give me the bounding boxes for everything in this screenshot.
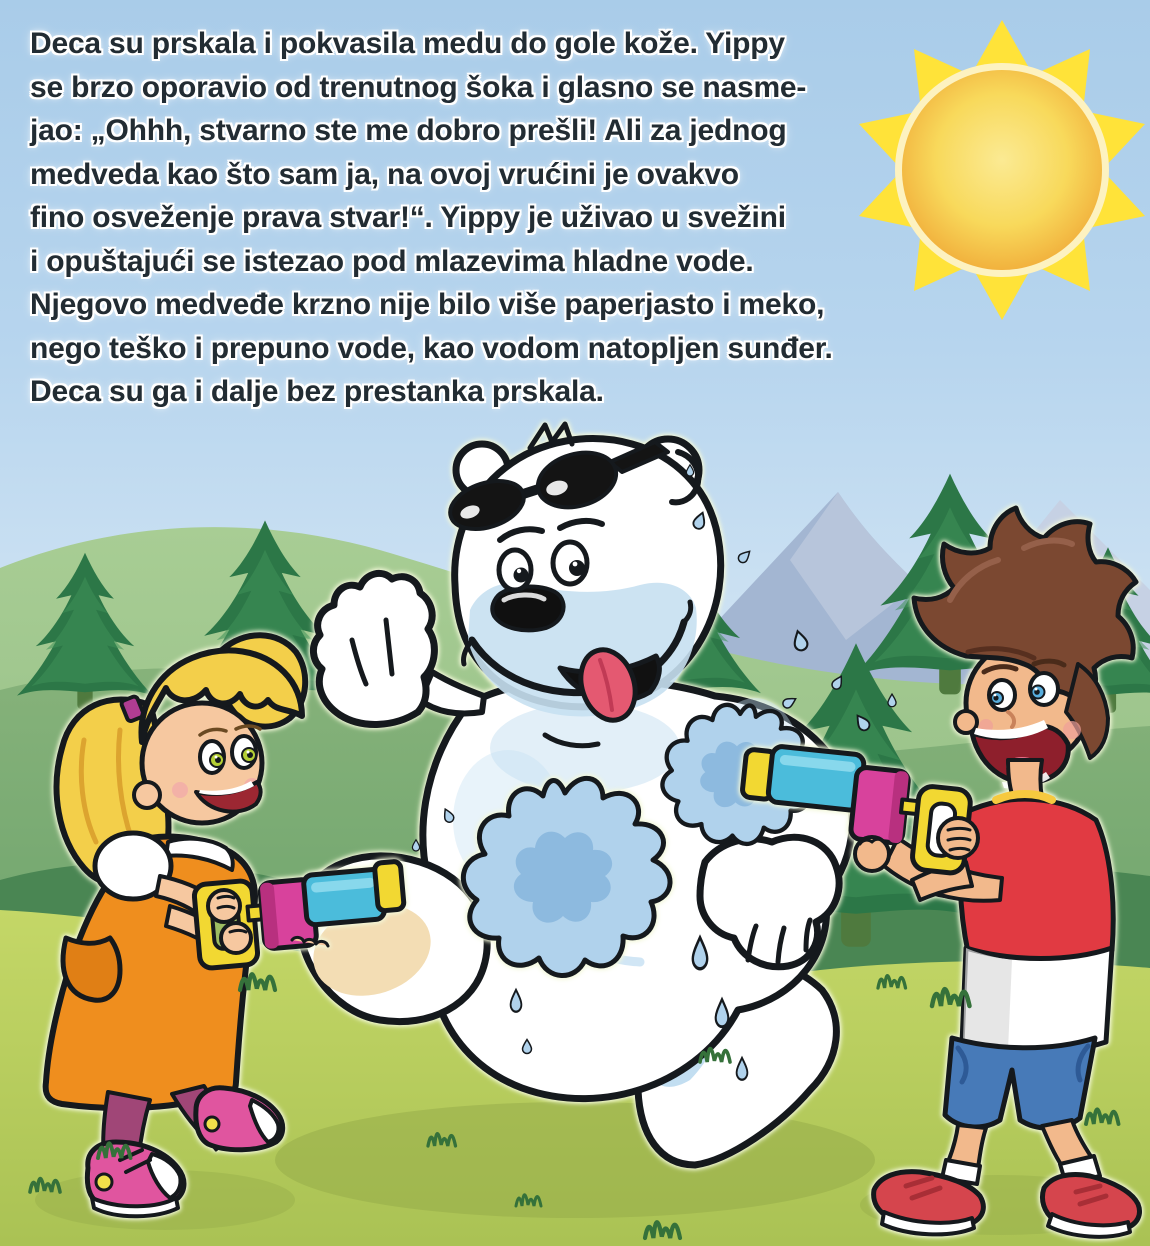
- story-line-5: fino osveženje prava stvar!“. Yippy je uživao u svežini: [30, 201, 786, 234]
- story-line-3: jao: „Ohhh, stvarno ste me dobro prešli! Ali za jednog: [30, 114, 787, 147]
- story-line-4: medveda kao što sam ja, na ovoj vrućini je ovakvo: [30, 157, 739, 191]
- story-line-9: Deca su ga i dalje bez prestanka prskala.: [30, 375, 604, 408]
- story-line-7: Njegovo medveđe krzno nije bilo više paperjasto i meko,: [30, 288, 825, 321]
- story-line-2: se brzo oporavio od trenutnog šoka i glasno se nasme-: [30, 70, 807, 104]
- story-line-6: i opuštajući se istezao pod mlazevima hladne vode.: [30, 244, 754, 278]
- story-line-1: Deca su prskala i pokvasila medu do gole kože. Yippy: [30, 27, 785, 60]
- story-text-block: [30, 22, 890, 414]
- sun: [859, 20, 1145, 320]
- story-line-8: nego teško i prepuno vode, kao vodom natopljen sunđer.: [30, 331, 833, 365]
